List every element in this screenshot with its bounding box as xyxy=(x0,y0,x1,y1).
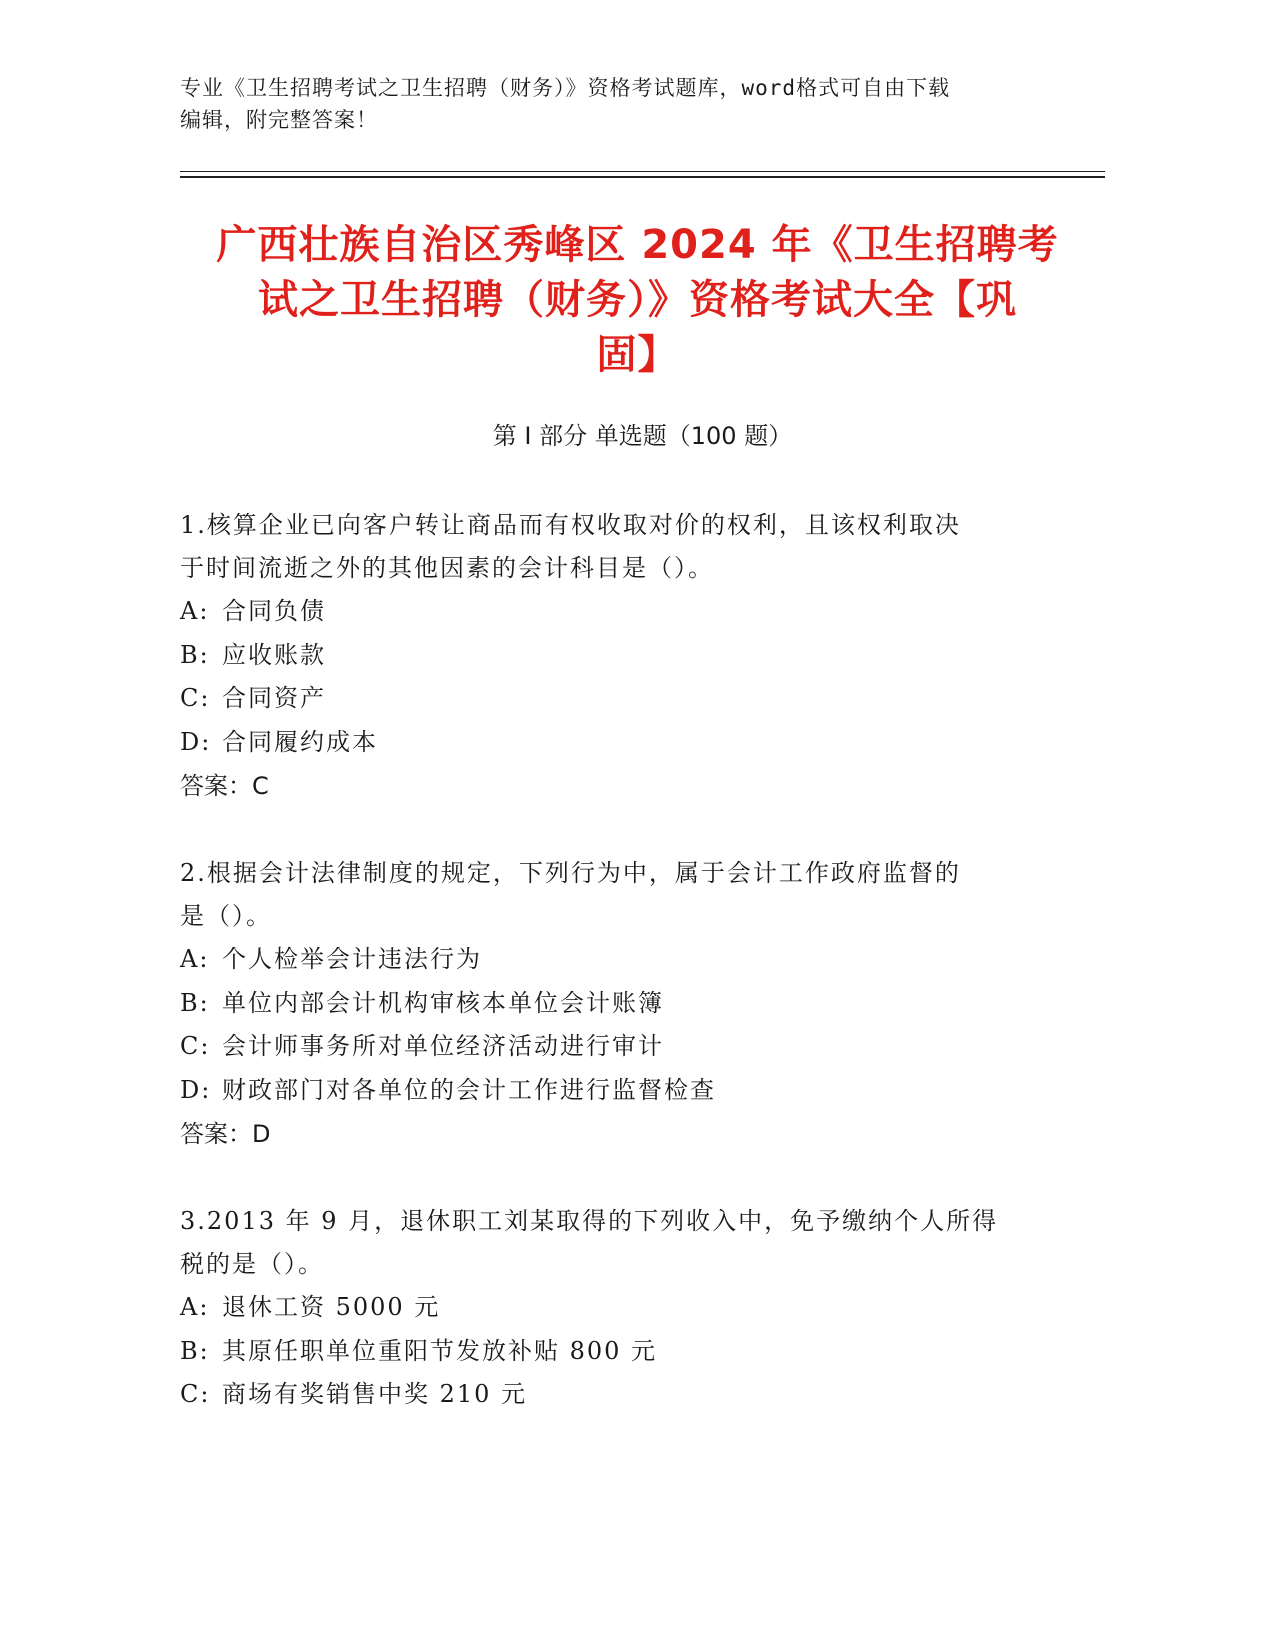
option-text: 商场有奖销售中奖 210 元 xyxy=(222,1380,528,1408)
option-c xyxy=(180,677,1060,721)
option-text: 单位内部会计机构审核本单位会计账簿 xyxy=(222,988,664,1017)
option-a xyxy=(180,1286,1060,1330)
option-text: 个人检举会计违法行为 xyxy=(222,945,482,973)
question-stem-line-1: 3.2013 年 9 月，退休职工刘某取得的下列收入中，免予缴纳个人所得 xyxy=(180,1207,999,1235)
option-letter: B: xyxy=(180,1336,210,1365)
question-stem-line-1: 1.核算企业已向客户转让商品而有权收取对价的权利，且该权利取决 xyxy=(180,511,961,539)
option-text: 合同资产 xyxy=(222,684,326,712)
question-stem-line-2: 于时间流逝之外的其他因素的会计科目是（）。 xyxy=(180,554,714,582)
document-title-line-3: 固】 xyxy=(596,332,679,378)
question-1 xyxy=(180,504,1060,808)
option-letter: A: xyxy=(180,597,210,625)
option-letter: C: xyxy=(180,684,211,712)
option-letter: A: xyxy=(180,1293,210,1321)
option-a xyxy=(180,938,1060,982)
header-divider-thick xyxy=(180,176,1105,178)
option-letter: B: xyxy=(180,640,210,669)
option-b xyxy=(180,1330,1060,1374)
document-title xyxy=(175,218,1100,383)
option-letter: A: xyxy=(180,945,210,973)
header-note-line-1: 专业《卫生招聘考试之卫生招聘（财务）》资格考试题库，word格式可自由下载 xyxy=(180,76,951,100)
option-c xyxy=(180,1025,1060,1069)
option-text: 应收账款 xyxy=(222,640,326,669)
option-d xyxy=(180,721,1060,765)
option-text: 财政部门对各单位的会计工作进行监督检查 xyxy=(222,1075,716,1104)
question-stem-line-2: 税的是（）。 xyxy=(180,1250,324,1278)
option-text: 其原任职单位重阳节发放补贴 800 元 xyxy=(222,1336,658,1365)
option-letter: D: xyxy=(180,1075,212,1104)
answer: 答案：C xyxy=(180,772,269,800)
option-letter: C: xyxy=(180,1380,211,1408)
option-d xyxy=(180,1069,1060,1113)
question-stem-line-2: 是（）。 xyxy=(180,902,272,930)
option-b xyxy=(180,634,1060,678)
option-a xyxy=(180,590,1060,634)
option-c xyxy=(180,1373,1060,1417)
header-note xyxy=(180,72,1060,136)
header-divider-thin xyxy=(180,171,1105,172)
option-text: 会计师事务所对单位经济活动进行审计 xyxy=(222,1032,664,1060)
option-letter: D: xyxy=(180,727,212,756)
question-3 xyxy=(180,1200,1060,1417)
option-text: 合同负债 xyxy=(222,597,326,625)
document-title-line-2: 试之卫生招聘（财务）》资格考试大全【巩 xyxy=(258,277,1017,323)
document-title-line-1: 广西壮族自治区秀峰区 2024 年《卫生招聘考 xyxy=(216,222,1059,268)
option-letter: C: xyxy=(180,1032,211,1060)
option-text: 合同履约成本 xyxy=(222,727,378,756)
option-b xyxy=(180,982,1060,1026)
answer: 答案：D xyxy=(180,1120,271,1148)
option-letter: B: xyxy=(180,988,210,1017)
question-2 xyxy=(180,852,1060,1156)
question-stem-line-1: 2.根据会计法律制度的规定，下列行为中，属于会计工作政府监督的 xyxy=(180,859,961,887)
option-text: 退休工资 5000 元 xyxy=(222,1293,441,1321)
section-title: 第 I 部分 单选题（100 题） xyxy=(492,422,793,450)
header-note-line-2: 编辑，附完整答案！ xyxy=(180,108,378,132)
